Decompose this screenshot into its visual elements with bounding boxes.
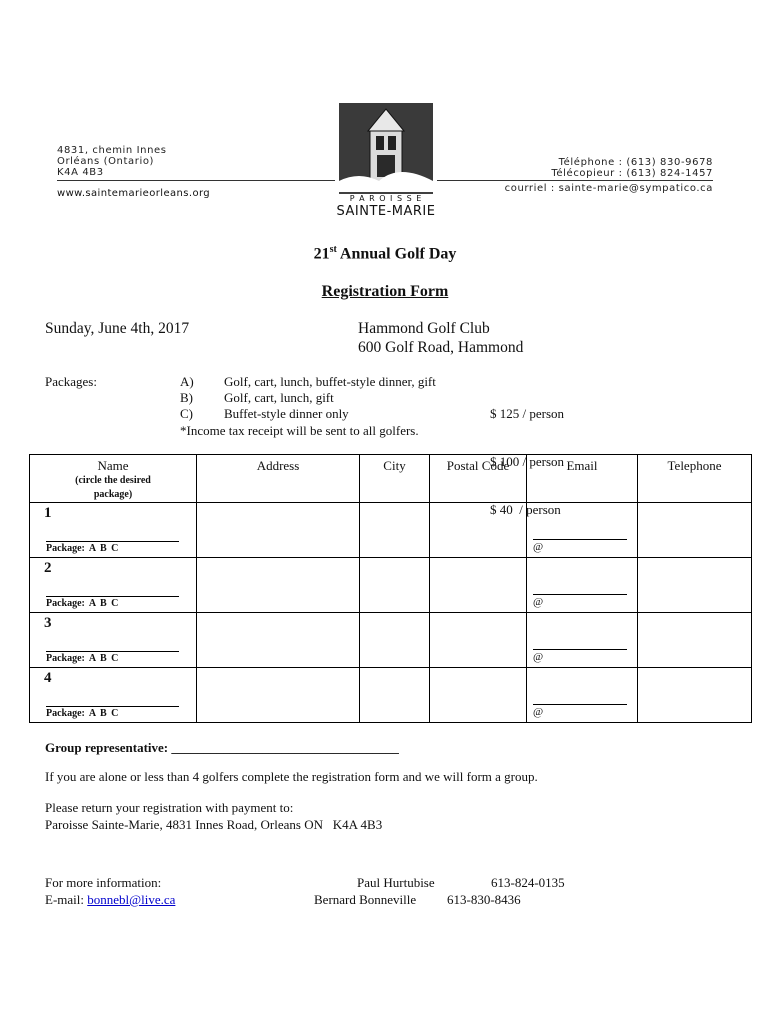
email-cell[interactable] [527, 503, 638, 558]
email-contact [45, 892, 175, 908]
package-letter: C) [180, 406, 193, 421]
package-choice[interactable]: Package: A B C [46, 708, 119, 719]
event-venue-address: 600 Golf Road, Hammond [358, 339, 524, 356]
address-cell[interactable] [197, 558, 360, 613]
telephone-cell[interactable] [638, 613, 752, 668]
logo-caption-big: SAINTE-MARIE [336, 204, 436, 219]
table-row [30, 558, 752, 613]
header-telephone: Telephone [638, 455, 752, 503]
tax-receipt-note: *Income tax receipt will be sent to all golfers. [180, 423, 419, 438]
parish-address [57, 145, 167, 178]
group-representative-field[interactable]: Group representative: ___________________________________ [45, 740, 399, 755]
logo-caption-small: P A R O I S S E [349, 194, 423, 203]
row-number: 4 [44, 670, 52, 686]
package-price: $ 125 / person [490, 406, 565, 421]
email-at-sign: @ [533, 596, 544, 608]
telephone-cell[interactable] [638, 668, 752, 723]
fax-line: Télécopieur : (613) 824-1457 [551, 168, 713, 179]
package-letter: A) [180, 374, 194, 389]
package-desc: Buffet-style dinner only [224, 406, 349, 421]
package-letters [180, 374, 194, 422]
contact2-phone: 613-830-8436 [447, 892, 521, 907]
package-price: $ 40 / person [490, 502, 561, 517]
city-cell[interactable] [360, 503, 430, 558]
header-name [30, 455, 197, 503]
header-name-note: (circle the desired package) [75, 475, 151, 500]
table-row [30, 668, 752, 723]
email-field-line[interactable] [533, 503, 627, 540]
email-at-sign: @ [533, 706, 544, 718]
contact1-phone: 613-824-0135 [491, 875, 565, 890]
package-desc: Golf, cart, lunch, buffet-style dinner, gift [224, 374, 436, 389]
return-label: Please return your registration with payment to: [45, 800, 294, 815]
address-line: Orléans (Ontario) [57, 156, 155, 167]
postal-code-cell[interactable] [430, 558, 527, 613]
package-price: $ 100 / person [490, 454, 565, 469]
phone-line: Téléphone : (613) 830-9678 [558, 157, 713, 168]
event-venue: Hammond Golf Club [358, 320, 490, 337]
header-rule-left [57, 180, 335, 181]
registration-table [29, 454, 752, 723]
table-row [30, 613, 752, 668]
package-descriptions [224, 374, 436, 422]
email-field-line[interactable] [533, 558, 627, 595]
table-row [30, 503, 752, 558]
package-choice[interactable]: Package: A B C [46, 653, 119, 664]
row-number: 1 [44, 505, 52, 521]
header-rule-right [437, 180, 713, 181]
address-line: K4A 4B3 [57, 167, 104, 178]
packages-label: Packages: [45, 374, 97, 389]
header-address: Address [197, 455, 360, 503]
telephone-cell[interactable] [638, 558, 752, 613]
name-field-line[interactable] [46, 633, 179, 652]
package-desc: Golf, cart, lunch, gift [224, 390, 334, 405]
email-field-line[interactable] [533, 613, 627, 650]
email-label: E-mail: [45, 892, 88, 907]
contact1-name: Paul Hurtubise [357, 875, 435, 890]
event-date: Sunday, June 4th, 2017 [45, 320, 190, 337]
email-link[interactable]: bonnebl@live.ca [87, 892, 176, 907]
email-cell[interactable] [527, 558, 638, 613]
email-at-sign: @ [533, 651, 544, 663]
email-cell[interactable] [527, 613, 638, 668]
header-postal-code: Postal Code [430, 455, 527, 503]
header-email: Email [527, 455, 638, 503]
contact2-name: Bernard Bonneville [314, 892, 417, 907]
city-cell[interactable] [360, 558, 430, 613]
return-address: Paroisse Sainte-Marie, 4831 Innes Road, Orleans ON K4A 4B3 [45, 817, 383, 832]
address-line: 4831, chemin Innes [57, 145, 167, 156]
address-cell[interactable] [197, 503, 360, 558]
email-at-sign: @ [533, 541, 544, 553]
package-letter: B) [180, 390, 193, 405]
email-line[interactable]: courriel : sainte-marie@sympatico.ca [504, 183, 713, 194]
name-cell[interactable] [30, 558, 197, 613]
email-cell[interactable] [527, 668, 638, 723]
header-name-label: Name [97, 458, 129, 473]
website-link[interactable]: www.saintemarieorleans.org [57, 188, 211, 199]
page-title [0, 244, 770, 263]
title-text: Annual Golf Day [336, 245, 457, 263]
form-title: Registration Form [321, 283, 449, 300]
name-cell[interactable] [30, 668, 197, 723]
address-cell[interactable] [197, 613, 360, 668]
title-suffix: st [329, 244, 337, 255]
postal-code-cell[interactable] [430, 613, 527, 668]
city-cell[interactable] [360, 668, 430, 723]
telephone-cell[interactable] [638, 503, 752, 558]
city-cell[interactable] [360, 613, 430, 668]
row-number: 2 [44, 560, 52, 576]
contact-info [520, 157, 713, 179]
more-info-label: For more information: [45, 875, 162, 890]
postal-code-cell[interactable] [430, 503, 527, 558]
postal-code-cell[interactable] [430, 668, 527, 723]
package-choice[interactable]: Package: A B C [46, 598, 119, 609]
table-header-row [30, 455, 752, 503]
email-field-line[interactable] [533, 668, 627, 705]
title-number: 21 [313, 245, 330, 263]
row-number: 3 [44, 615, 52, 631]
name-field-line[interactable] [46, 523, 179, 542]
name-field-line[interactable] [46, 688, 179, 707]
name-cell[interactable] [30, 503, 197, 558]
header-city: City [360, 455, 430, 503]
name-field-line[interactable] [46, 578, 179, 597]
group-note: If you are alone or less than 4 golfers complete the registration form and we will form a group. [45, 769, 538, 784]
package-choice[interactable]: Package: A B C [46, 543, 119, 554]
name-cell[interactable] [30, 613, 197, 668]
address-cell[interactable] [197, 668, 360, 723]
